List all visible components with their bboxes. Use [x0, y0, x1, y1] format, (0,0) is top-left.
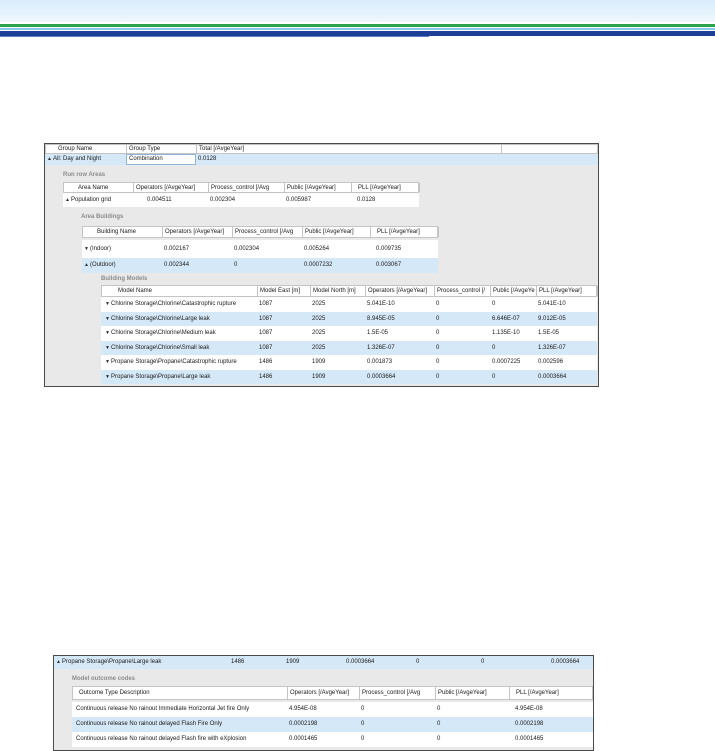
outcome-desc-cell: Continuous release No rainout delayed Flash Fire Only: [76, 721, 223, 727]
detail-pll-cell: 0.0003664: [551, 659, 580, 665]
outcome-pll-cell: 4.954E-08: [515, 706, 543, 712]
outcome-public-cell: 0: [437, 706, 441, 712]
model-name-text: Chlorine Storage\Chlorine\Small leak: [111, 344, 210, 351]
model-pll-cell: 0.0003664: [538, 373, 567, 380]
group-row[interactable]: [45, 154, 598, 165]
column-header-model-north[interactable]: Model North [m]: [311, 286, 366, 296]
model-public-cell: 0: [492, 344, 496, 351]
column-header-blank: [502, 145, 599, 153]
outcome-grid-panel: [53, 655, 594, 751]
area-row[interactable]: [63, 193, 419, 207]
column-header-public[interactable]: Public [/AvgeYear]: [436, 687, 510, 699]
model-operators-cell: 1.5E-05: [367, 330, 389, 336]
building-pll-cell: 0.003067: [376, 262, 402, 268]
header-gradient: [0, 0, 715, 22]
model-row[interactable]: [101, 355, 597, 370]
column-header-group-type[interactable]: Group Type: [127, 145, 197, 153]
area-public-cell: 0.005987: [286, 197, 312, 203]
outcome-row[interactable]: [72, 702, 593, 717]
column-header-process-control[interactable]: Process_control [/Avg: [360, 687, 436, 699]
building-models-label: Building Models: [101, 276, 148, 282]
chevron-down-icon[interactable]: ▼: [105, 301, 110, 307]
model-east-cell: 1087: [259, 344, 273, 351]
column-header-process-control[interactable]: Process_control [/Avg: [209, 183, 285, 192]
model-pll-cell: 1.326E-07: [538, 344, 566, 351]
outcome-process-cell: 0: [361, 706, 365, 712]
model-name-cell: [101, 312, 257, 327]
model-north-cell: 1909: [312, 373, 326, 380]
building-public-cell: 0.0007232: [304, 262, 333, 268]
column-header-pll[interactable]: PLL [/AvgeYear]: [352, 183, 420, 192]
outcome-pll-cell: 0.0002198: [515, 721, 544, 727]
model-name-text: Chlorine Storage\Chlorine\Catastrophic rupture: [111, 301, 237, 307]
header-stripe-green: [0, 24, 715, 27]
page-header-banner: [0, 0, 715, 42]
chevron-down-icon[interactable]: ▼: [105, 315, 110, 322]
outcome-row[interactable]: [72, 717, 593, 732]
column-header-area-name[interactable]: Area Name: [64, 183, 134, 192]
detail-model-name-text: Propane Storage\Propane\Large leak: [62, 659, 162, 665]
model-north-cell: 2025: [312, 301, 326, 307]
group-header-row: [45, 144, 598, 154]
column-header-model-name[interactable]: Model Name: [102, 286, 258, 296]
model-public-cell: 1.135E-10: [492, 330, 520, 336]
column-header-outcome-type[interactable]: Outcome Type Description: [73, 687, 288, 699]
area-pll-cell: 0.0128: [357, 197, 376, 203]
area-buildings-label: Area Buildings: [81, 214, 124, 220]
model-east-cell: 1486: [259, 359, 273, 365]
column-header-pll[interactable]: PLL [/AvgeYear]: [371, 227, 439, 237]
model-process-cell: 0: [436, 301, 440, 307]
column-header-total[interactable]: Total [/AvgeYear]: [197, 145, 502, 153]
building-operators-cell: 0.002344: [164, 262, 190, 268]
areas-header-row: [63, 182, 419, 193]
model-north-cell: 2025: [312, 344, 326, 351]
column-header-operators[interactable]: Operators [/AvgeYear]: [366, 286, 435, 296]
column-header-public[interactable]: Public [/AvgeYear]: [285, 183, 352, 192]
detail-process-cell: 0: [416, 659, 420, 665]
outcome-pll-cell: 0.0001465: [515, 736, 544, 742]
area-name-text: Population grid: [71, 197, 112, 203]
detail-north-cell: 1909: [286, 659, 300, 665]
area-operators-cell: 0.004511: [147, 197, 172, 203]
chevron-down-icon[interactable]: ▼: [84, 246, 89, 252]
model-row[interactable]: [101, 326, 597, 341]
building-process-cell: 0.002304: [234, 246, 260, 252]
detail-model-row[interactable]: [54, 656, 593, 669]
model-name-cell: [101, 326, 257, 341]
building-name-cell: [82, 258, 162, 273]
building-process-cell: 0: [234, 262, 238, 268]
model-operators-cell: 5.041E-10: [367, 301, 395, 307]
chevron-down-icon[interactable]: ▼: [105, 330, 110, 336]
outcome-operators-cell: 4.954E-08: [289, 706, 317, 712]
chevron-up-icon[interactable]: ▲: [84, 262, 89, 268]
group-name-cell: [45, 154, 126, 165]
column-header-group-name[interactable]: Group Name: [46, 145, 127, 153]
model-pll-cell: 5.041E-10: [538, 301, 566, 307]
building-public-cell: 0.005264: [304, 246, 330, 252]
model-process-cell: 0: [436, 344, 440, 351]
model-north-cell: 2025: [312, 315, 326, 322]
model-row[interactable]: [101, 370, 597, 385]
model-name-cell: [101, 370, 257, 385]
detail-public-cell: 0: [481, 659, 485, 665]
outcome-operators-cell: 0.0001465: [289, 736, 318, 742]
outcome-row[interactable]: [72, 732, 593, 747]
model-north-cell: 1909: [312, 359, 326, 365]
model-pll-cell: 9.012E-05: [538, 315, 566, 322]
column-header-public[interactable]: Public [/AvgeYear]: [303, 227, 371, 237]
outcome-desc-cell: Continuous release No rainout Immediate Horizontal Jet fire Only: [76, 706, 250, 712]
column-header-pll[interactable]: PLL [/AvgeYear]: [510, 687, 594, 699]
model-row[interactable]: [101, 297, 597, 312]
detail-model-name-cell: [54, 656, 229, 669]
model-name-text: Propane Storage\Propane\Catastrophic rupture: [111, 359, 237, 365]
run-row-areas-label: Run row Areas: [63, 172, 106, 178]
column-header-building-name[interactable]: Building Name: [83, 227, 163, 237]
outcome-process-cell: 0: [361, 736, 365, 742]
model-public-cell: 0: [492, 301, 496, 307]
column-header-operators[interactable]: Operators [/AvgeYear]: [288, 687, 360, 699]
model-operators-cell: 0.001873: [367, 359, 393, 365]
building-name-text: (Indoor): [90, 246, 112, 252]
header-stripe-light-blue: [0, 28, 715, 30]
header-stripe-thin: [0, 36, 429, 37]
column-header-pll[interactable]: PLL [/AvgeYear]: [537, 286, 598, 296]
detail-east-cell: 1486: [231, 659, 245, 665]
column-header-operators[interactable]: Operators [/AvgeYear]: [134, 183, 209, 192]
model-north-cell: 2025: [312, 330, 326, 336]
column-header-operators[interactable]: Operators [/AvgeYear]: [163, 227, 233, 237]
chevron-up-icon[interactable]: ▲: [56, 659, 61, 665]
model-public-cell: 6.646E-07: [492, 315, 520, 322]
model-east-cell: 1087: [259, 330, 273, 336]
chevron-up-icon[interactable]: ▲: [65, 197, 70, 203]
building-name-cell: [82, 240, 162, 258]
model-outcome-codes-label: Model outcome codes: [72, 676, 136, 682]
area-name-cell: [63, 193, 133, 207]
model-process-cell: 0: [436, 315, 440, 322]
model-name-cell: [101, 341, 257, 356]
model-name-text: Propane Storage\Propane\Large leak: [111, 373, 211, 380]
model-pll-cell: 1.5E-05: [538, 330, 560, 336]
model-name-cell: [101, 355, 257, 370]
model-row[interactable]: [101, 341, 597, 356]
outcome-operators-cell: 0.0002198: [289, 721, 318, 727]
area-process-cell: 0.002304: [210, 197, 236, 203]
model-name-text: Chlorine Storage\Chlorine\Large leak: [111, 315, 210, 322]
column-header-public[interactable]: Public [/AvgeYe: [491, 286, 537, 296]
building-name-text: (Outdoor): [90, 262, 116, 268]
model-operators-cell: 8.945E-05: [367, 315, 395, 322]
building-row[interactable]: [82, 258, 438, 273]
detail-operators-cell: 0.0003664: [346, 659, 375, 665]
building-row[interactable]: [82, 240, 438, 258]
models-header-row: [101, 285, 597, 297]
model-east-cell: 1087: [259, 315, 273, 322]
column-header-model-east[interactable]: Model East [m]: [258, 286, 311, 296]
model-process-cell: 0: [436, 359, 440, 365]
model-east-cell: 1087: [259, 301, 273, 307]
model-process-cell: 0: [436, 373, 440, 380]
chevron-down-icon[interactable]: ▼: [105, 359, 110, 365]
model-name-text: Chlorine Storage\Chlorine\Medium leak: [111, 330, 216, 336]
model-name-cell: [101, 297, 257, 312]
group-total-cell: 0.0128: [198, 156, 217, 162]
outcome-desc-cell: Continuous release No rainout delayed Flash fire with eXplosion: [76, 736, 247, 742]
model-pll-cell: 0.002596: [538, 359, 564, 365]
building-operators-cell: 0.002167: [164, 246, 190, 252]
model-east-cell: 1486: [259, 373, 273, 380]
outcome-process-cell: 0: [361, 721, 365, 727]
column-header-process-control[interactable]: Process_control [/Avg: [233, 227, 303, 237]
model-public-cell: 0.0007225: [492, 359, 521, 365]
model-public-cell: 0: [492, 373, 496, 380]
column-header-process-control[interactable]: Process_control [/: [435, 286, 491, 296]
model-operators-cell: 0.0003664: [367, 373, 396, 380]
buildings-header-row: [82, 226, 438, 238]
results-grid-panel: [44, 143, 599, 387]
model-operators-cell: 1.326E-07: [367, 344, 395, 351]
model-process-cell: 0: [436, 330, 440, 336]
chevron-up-icon[interactable]: ▲: [47, 156, 52, 162]
chevron-down-icon[interactable]: ▼: [105, 373, 110, 380]
outcome-public-cell: 0: [437, 721, 441, 727]
outcome-public-cell: 0: [437, 736, 441, 742]
model-row[interactable]: [101, 312, 597, 327]
building-pll-cell: 0.009735: [376, 246, 402, 252]
group-type-cell: Combination: [126, 154, 196, 165]
group-name-text: All: Day and Night: [53, 156, 102, 162]
chevron-down-icon[interactable]: ▼: [105, 344, 110, 351]
outcome-header-row: [72, 686, 593, 700]
